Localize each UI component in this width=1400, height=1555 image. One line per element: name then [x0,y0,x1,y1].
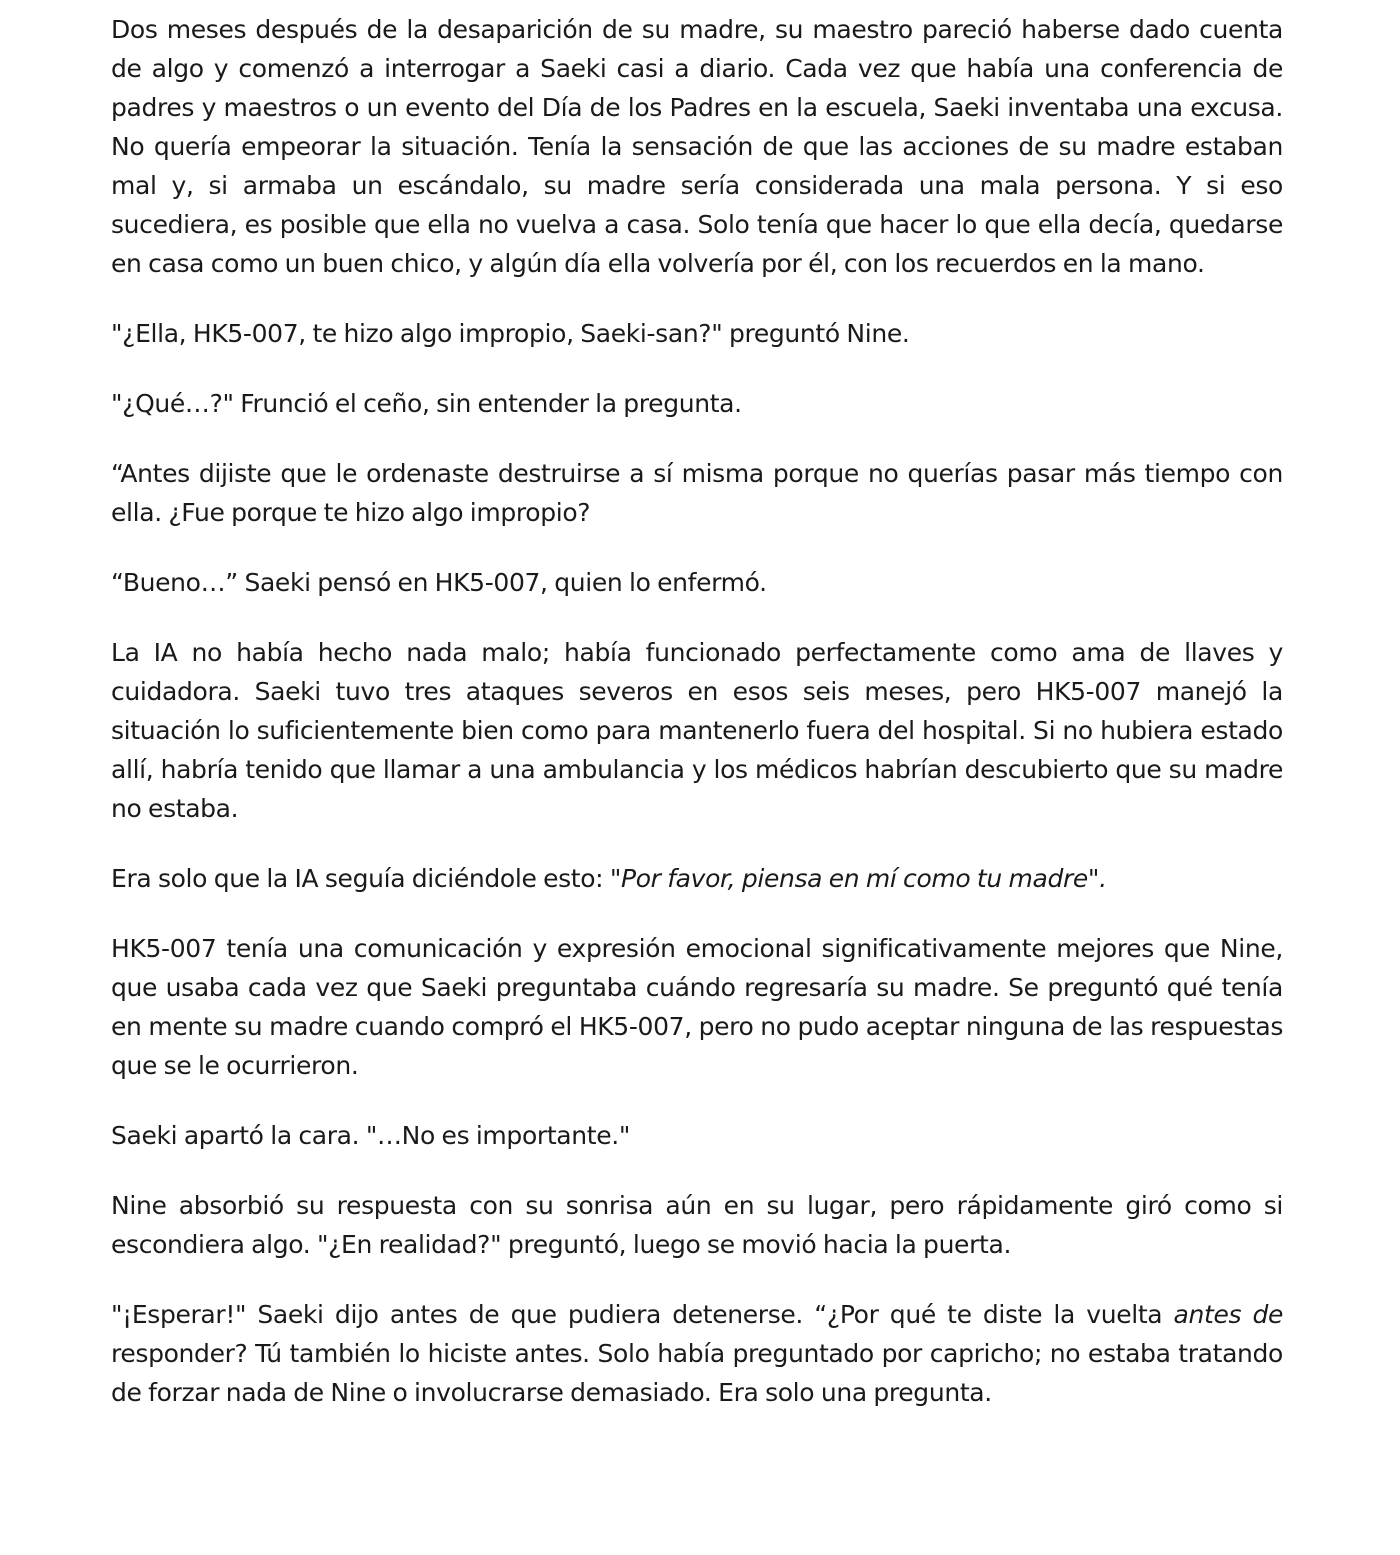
paragraph-text: "¿Ella, HK5-007, te hizo algo impropio, Saeki-san?" preguntó Nine. [111,319,910,348]
paragraph-text: “Antes dijiste que le ordenaste destruirse a sí misma porque no querías pasar más tiempo con ella. ¿Fue porque te hizo algo impropio? [111,459,1283,527]
paragraph-2 [111,314,1283,353]
paragraph-text: "¡Esperar!" Saeki dijo antes de que pudiera detenerse. “¿Por qué te diste la vuelta [111,1300,1174,1329]
paragraph-7 [111,859,1283,898]
paragraph-3 [111,384,1283,423]
paragraph-text: “Bueno…” Saeki pensó en HK5-007, quien lo enfermó. [111,568,767,597]
paragraph-text: Nine absorbió su respuesta con su sonrisa aún en su lugar, pero rápidamente giró como si escondiera algo. "¿En realidad?" preguntó, luego se movió hacia la puerta. [111,1191,1283,1259]
paragraph-text: Saeki apartó la cara. "…No es importante." [111,1121,630,1150]
paragraph-6 [111,633,1283,828]
paragraph-1 [111,10,1283,283]
document-page [111,10,1283,1412]
paragraph-text: HK5-007 tenía una comunicación y expresión emocional significativamente mejores que Nine, que usaba cada vez que Saeki preguntaba cuándo regresaría su madre. Se preguntó qué tenía en mente su madre cuando compró el HK5-007, pero no pudo aceptar ninguna de las respuestas que se le ocurrieron. [111,934,1283,1080]
italic-emphasis: antes de [1173,1300,1283,1329]
italic-quote: "Por favor, piensa en mí como tu madre". [609,864,1107,893]
paragraph-text: responder? Tú también lo hiciste antes. Solo había preguntado por capricho; no estaba tratando de forzar nada de Nine o involucrarse demasiado. Era solo una pregunta. [111,1339,1283,1407]
paragraph-9 [111,1116,1283,1155]
paragraph-5 [111,563,1283,602]
paragraph-text: Era solo que la IA seguía diciéndole esto: [111,864,610,893]
paragraph-text: La IA no había hecho nada malo; había funcionado perfectamente como ama de llaves y cuidadora. Saeki tuvo tres ataques severos en esos seis meses, pero HK5-007 manejó la situación lo suficientemente bien como para mantenerlo fuera del hospital. Si no hubiera estado allí, habría tenido que llamar a una ambulancia y los médicos habrían descubierto que su madre no estaba. [111,638,1283,823]
paragraph-text: Dos meses después de la desaparición de su madre, su maestro pareció haberse dado cuenta de algo y comenzó a interrogar a Saeki casi a diario. Cada vez que había una conferencia de padres y maestros o un evento del Día de los Padres en la escuela, Saeki inventaba una excusa. No quería empeorar la situación. Tenía la sensación de que las acciones de su madre estaban mal y, si armaba un escándalo, su madre sería considerada una mala persona. Y si eso sucediera, es posible que ella no vuelva a casa. Solo tenía que hacer lo que ella decía, quedarse en casa como un buen chico, y algún día ella volvería por él, con los recuerdos en la mano. [111,15,1283,278]
paragraph-10 [111,1186,1283,1264]
paragraph-11 [111,1295,1283,1412]
paragraph-4 [111,454,1283,532]
paragraph-8 [111,929,1283,1085]
paragraph-text: "¿Qué…?" Frunció el ceño, sin entender la pregunta. [111,389,742,418]
